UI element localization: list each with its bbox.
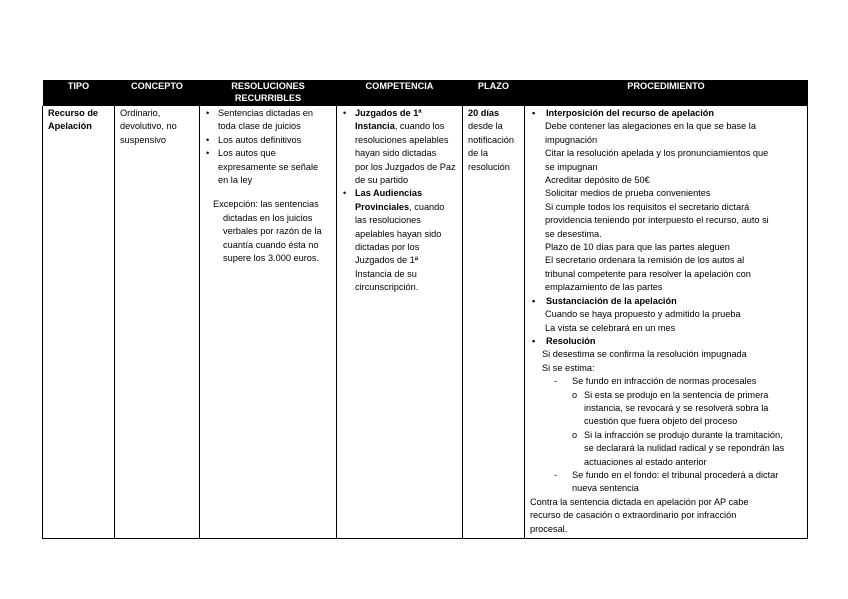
sustanciacion-body: Cuando se haya propuesto y admitido la prueba La vista se celebrará en un mes — [545, 309, 741, 333]
cell-resoluciones — [200, 106, 337, 539]
table-row — [43, 106, 808, 539]
cell-concepto: Ordinario, devolutivo, no suspensivo — [115, 106, 200, 539]
header-row — [43, 80, 808, 106]
header-tipo: TIPO — [43, 80, 115, 106]
excepcion-note: Excepción: las sentencias dictadas en los juicios verbales por razón de la cuantía cuando ésta no supere los 3.000 euros. — [213, 199, 322, 264]
cell-procedimiento — [525, 106, 808, 539]
section-resolucion: • Resolución — [532, 335, 596, 346]
list-item: • Los autos que expresamente se señale en la ley — [205, 147, 332, 187]
header-competencia: COMPETENCIA — [337, 80, 463, 106]
list-item: • Las Audiencias Provinciales, cuando las resoluciones apelables hayan sido dictadas por los Juzgados de 1ª Instancia de su circunscripción. — [342, 187, 458, 294]
circle-item-tramitacion: o Si la infracción se produjo durante la tramitación, se declarará la nulidad radical y se repondrán las actuaciones al estado anterior — [572, 429, 785, 467]
list-item: • Sentencias dictadas en toda clase de juicios — [205, 107, 332, 134]
header-plazo: PLAZO — [463, 80, 525, 106]
list-item: • Juzgados de 1ª Instancia, cuando los resoluciones apelables hayan sido dictadas por los Juzgados de Paz de su partido — [342, 107, 458, 187]
appeal-procedure-table — [42, 80, 808, 539]
circle-item-primera-instancia: o Si esta se produjo en la sentencia de primera instancia, se revocará y se resolverá sobra la cuestión que fuera objeto del proceso — [572, 389, 769, 427]
section-sustanciacion: • Sustanciación de la apelación — [532, 295, 677, 306]
final-note: Contra la sentencia dictada en apelación por AP cabe recurso de casación o extraordinario por infracción procesal. — [530, 496, 749, 534]
competencia-list — [342, 107, 458, 295]
resolucion-body: Si desestima se confirma la resolución impugnada Si se estima: - Se fundo en infracción de normas procesales o Si esta se produjo en la sentencia de primera instancia, se revocará y se resolverá sobra la cuestión que fuera objeto del proceso o Si la infracción se produjo durante la tramitación, se declarará la nulidad radical y se repondrán las actuaciones al estado anterior - Se fundo en el fondo: el tribunal procederá a dictar nueva sentencia — [530, 348, 803, 495]
header-concepto: CONCEPTO — [115, 80, 200, 106]
list-item: • Los autos definitivos — [205, 134, 332, 147]
cell-competencia — [337, 106, 463, 539]
dash-item-fondo: - Se fundo en el fondo: el tribunal procederá a dictar nueva sentencia — [554, 469, 779, 494]
header-procedimiento: PROCEDIMIENTO — [525, 80, 808, 106]
interposicion-body: Debe contener las alegaciones en la que se base la impugnación Citar la resolución apelada y los pronunciamientos que se impugnan Acreditar depósito de 50€ Solicitar medios de prueba convenientes Si cumple todos los requisitos el secretario dictará providencia teniendo por interpuesto el recurso, auto si se desestima. Plazo de 10 días para que las partes aleguen El secretario ordenara la remisión de los autos al tribunal competente para resolver la apelación con emplazamiento de las partes — [545, 121, 769, 293]
section-interposicion: • Interposición del recurso de apelación — [532, 108, 714, 118]
cell-plazo: 20 días desde la notificación de la resolución — [463, 106, 525, 539]
header-resoluciones: RESOLUCIONES RECURRIBLES — [200, 80, 337, 106]
dash-item-procesales: - Se fundo en infracción de normas procesales — [554, 376, 757, 387]
resoluciones-list — [205, 107, 332, 187]
cell-tipo: Recurso de Apelación — [43, 106, 115, 539]
